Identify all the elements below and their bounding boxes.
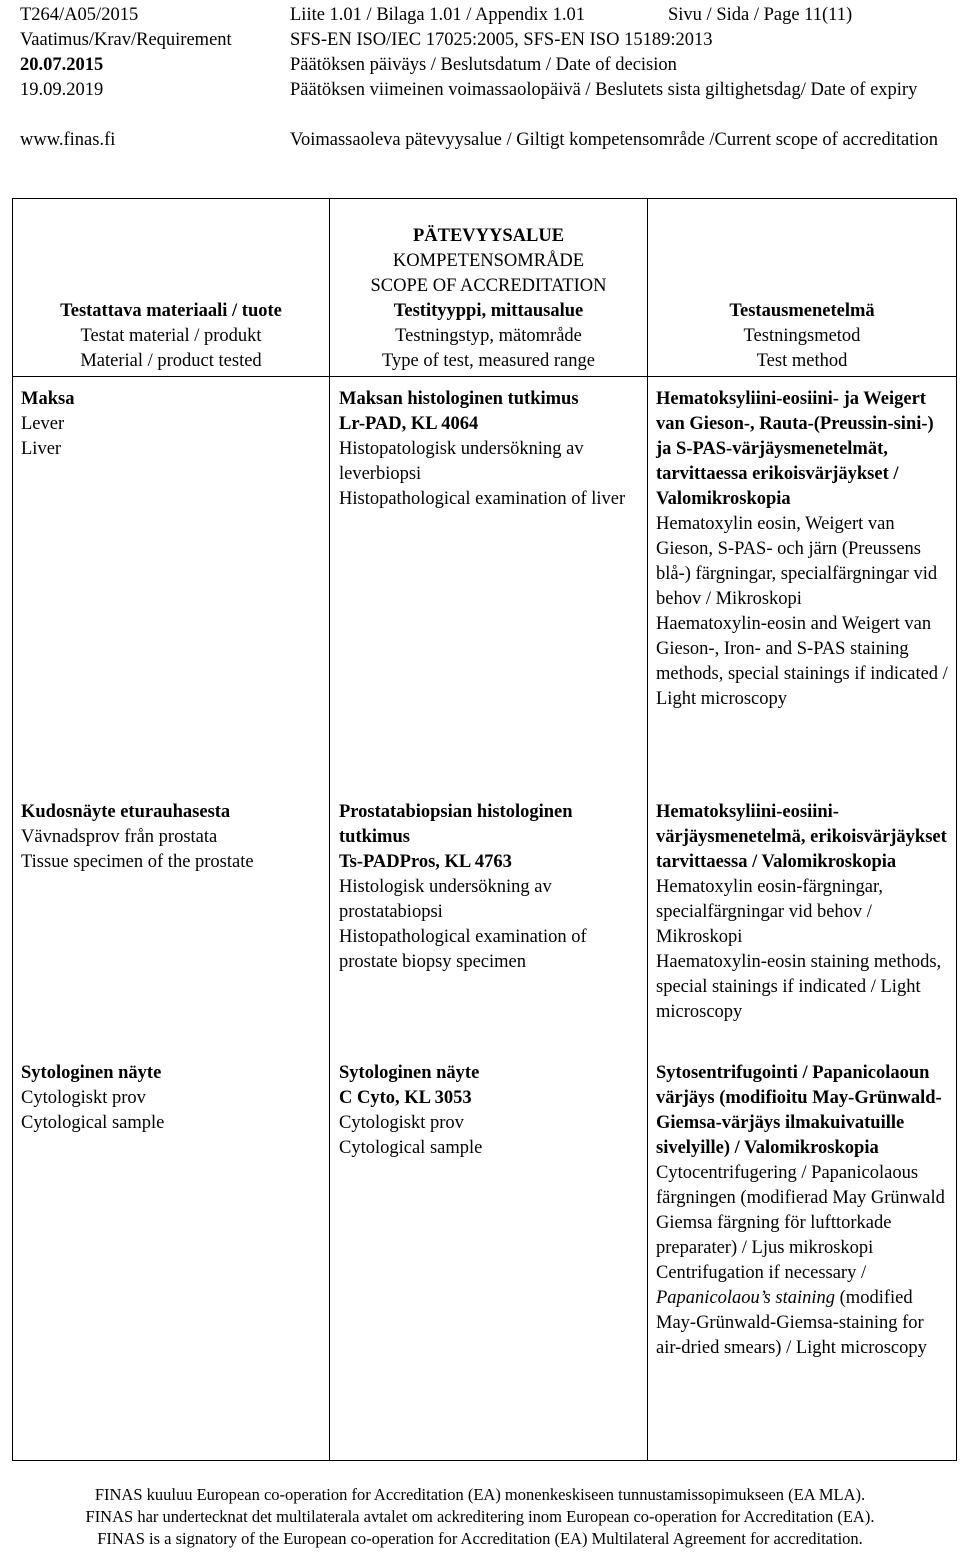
table-row xyxy=(13,377,957,790)
material-fi: Maksa xyxy=(21,389,75,409)
test-name-sv: Histopatologisk undersökning av leverbiopsi xyxy=(339,439,584,484)
material-en: Tissue specimen of the prostate xyxy=(21,851,254,872)
appendix-label: Liite 1.01 / Bilaga 1.01 / Appendix 1.01 xyxy=(290,5,585,25)
header-test-type-en: Type of test, measured range xyxy=(382,351,595,371)
cell-test-type xyxy=(330,1051,648,1461)
footer-line-sv: FINAS har undertecknat det multilaterala avtalet om ackreditering inom European co-operation for Accreditation (EA). xyxy=(85,1507,875,1526)
header-method-fi: Testausmenetelmä xyxy=(729,301,875,321)
method-en xyxy=(656,1261,948,1361)
cell-test-method xyxy=(648,790,957,1051)
header-test-method xyxy=(648,199,957,377)
scope-title-en: SCOPE OF ACCREDITATION xyxy=(370,276,607,296)
footer-line-fi: FINAS kuuluu European co-operation for Accreditation (EA) monenkeskiseen tunnustamissopimukseen (EA MLA). xyxy=(94,1485,866,1504)
test-name-sv: Histologisk undersökning av prostatabiopsi xyxy=(339,876,552,922)
test-name-en: Cytological sample xyxy=(339,1137,483,1158)
test-name-en: Histopathological examination of prostate biopsy specimen xyxy=(339,926,587,972)
cell-test-method xyxy=(648,377,957,790)
method-en-italic: Papanicolaou’s staining xyxy=(656,1287,836,1308)
header-test-type-sv: Testningstyp, mätområde xyxy=(395,326,582,346)
method-sv: Hematoxylin eosin, Weigert van Gieson, S-PAS- och järn (Preussens blå-) färgningar, specialfärgningar vid behov / Mikroskopi xyxy=(656,514,938,609)
method-en: Haematoxylin-eosin staining methods, special stainings if indicated / Light microscopy xyxy=(656,951,942,1022)
expiry-label: Päätöksen viimeinen voimassaolopäivä / Beslutets sista giltighetsdag/ Date of expiry xyxy=(290,80,918,100)
header-material-sv: Testat material / produkt xyxy=(80,326,262,346)
decision-date: 20.07.2015 xyxy=(20,55,104,75)
scope-label: Voimassaoleva pätevyysalue / Giltigt kompetensområde /Current scope of accreditation xyxy=(290,130,938,150)
test-name-fi: Sytologinen näyte xyxy=(339,1062,480,1083)
header-test-type-fi: Testityyppi, mittausalue xyxy=(393,301,584,321)
method-fi: Sytosentrifugointi / Papanicolaoun värjäys (modifioitu May-Grünwald-Giemsa-värjäys ilmakuivatuille sivelyille) / Valomikroskopia xyxy=(656,1062,942,1158)
material-en: Cytological sample xyxy=(21,1112,165,1133)
table-row xyxy=(13,790,957,1051)
method-en: Haematoxylin-eosin and Weigert van Gieson-, Iron- and S-PAS staining methods, special stainings if indicated / Light microscopy xyxy=(656,614,948,709)
material-en: Liver xyxy=(21,439,62,459)
cell-material xyxy=(13,790,330,1051)
cell-test-type xyxy=(330,377,648,790)
header-method-en: Test method xyxy=(756,351,848,371)
cell-material xyxy=(13,1051,330,1461)
header-material-fi: Testattava materiaali / tuote xyxy=(60,301,282,321)
document-id: T264/A05/2015 xyxy=(20,5,139,25)
method-fi: Hematoksyliini-eosiini-värjäysmenetelmä, erikoisvärjäykset tarvittaessa / Valomikroskopia xyxy=(656,801,947,872)
method-en-part-b: (modified May-Grünwald-Giemsa-staining for air-dried smears) / Light microscopy xyxy=(656,1287,927,1358)
header-material-en: Material / product tested xyxy=(80,351,262,371)
cell-test-type xyxy=(330,790,648,1051)
scope-title-fi: PÄTEVYYSALUE xyxy=(412,226,565,246)
decision-label: Päätöksen päiväys / Beslutsdatum / Date of decision xyxy=(290,55,677,75)
header-material xyxy=(13,199,330,377)
method-fi: Hematoksyliini-eosiini- ja Weigert van Gieson-, Rauta-(Preussin-sini-) ja S-PAS-värjäysmenetelmät, tarvittaessa erikoisvärjäykset / Valomikroskopia xyxy=(656,389,934,509)
test-code: Ts-PADPros, KL 4763 xyxy=(339,851,512,872)
test-name-fi: Maksan histologinen tutkimus xyxy=(339,389,579,409)
material-sv: Lever xyxy=(21,414,65,434)
header-test-type xyxy=(330,199,648,377)
requirement-label: Vaatimus/Krav/Requirement xyxy=(20,30,232,50)
table-row xyxy=(13,1051,957,1461)
scope-table xyxy=(12,198,957,1461)
expiry-date: 19.09.2019 xyxy=(20,80,104,100)
test-name-sv: Cytologiskt prov xyxy=(339,1112,464,1133)
cell-test-method xyxy=(648,1051,957,1461)
test-name-en: Histopathological examination of liver xyxy=(339,489,626,509)
method-sv: Hematoxylin eosin-färgningar, specialfärgningar vid behov / Mikroskopi xyxy=(656,876,884,947)
method-en-part-a: Centrifugation if necessary / xyxy=(656,1262,867,1283)
material-sv: Cytologiskt prov xyxy=(21,1087,146,1108)
scope-title-sv: KOMPETENSOMRÅDE xyxy=(392,251,585,271)
material-sv: Vävnadsprov från prostata xyxy=(21,826,218,847)
header-method-sv: Testningsmetod xyxy=(743,326,861,346)
test-code: Lr-PAD, KL 4064 xyxy=(339,414,479,434)
cell-material xyxy=(13,377,330,790)
table-header-row xyxy=(13,199,957,377)
method-sv: Cytocentrifugering / Papanicolaous färgningen (modifierad May Grünwald Giemsa färgning för lufttorkade preparater) / Ljus mikroskopi xyxy=(656,1162,945,1258)
material-fi: Kudosnäyte eturauhasesta xyxy=(21,801,231,822)
test-name-fi: Prostatabiopsian histologinen tutkimus xyxy=(339,801,573,847)
page-number: Sivu / Sida / Page 11(11) xyxy=(668,5,853,25)
material-fi: Sytologinen näyte xyxy=(21,1062,162,1083)
requirement-value: SFS-EN ISO/IEC 17025:2005, SFS-EN ISO 15189:2013 xyxy=(290,30,713,50)
footer-line-en: FINAS is a signatory of the European co-operation for Accreditation (EA) Multilateral Agreement for accreditation. xyxy=(97,1529,863,1548)
test-code: C Cyto, KL 3053 xyxy=(339,1087,472,1108)
website-link[interactable]: www.finas.fi xyxy=(20,130,116,150)
